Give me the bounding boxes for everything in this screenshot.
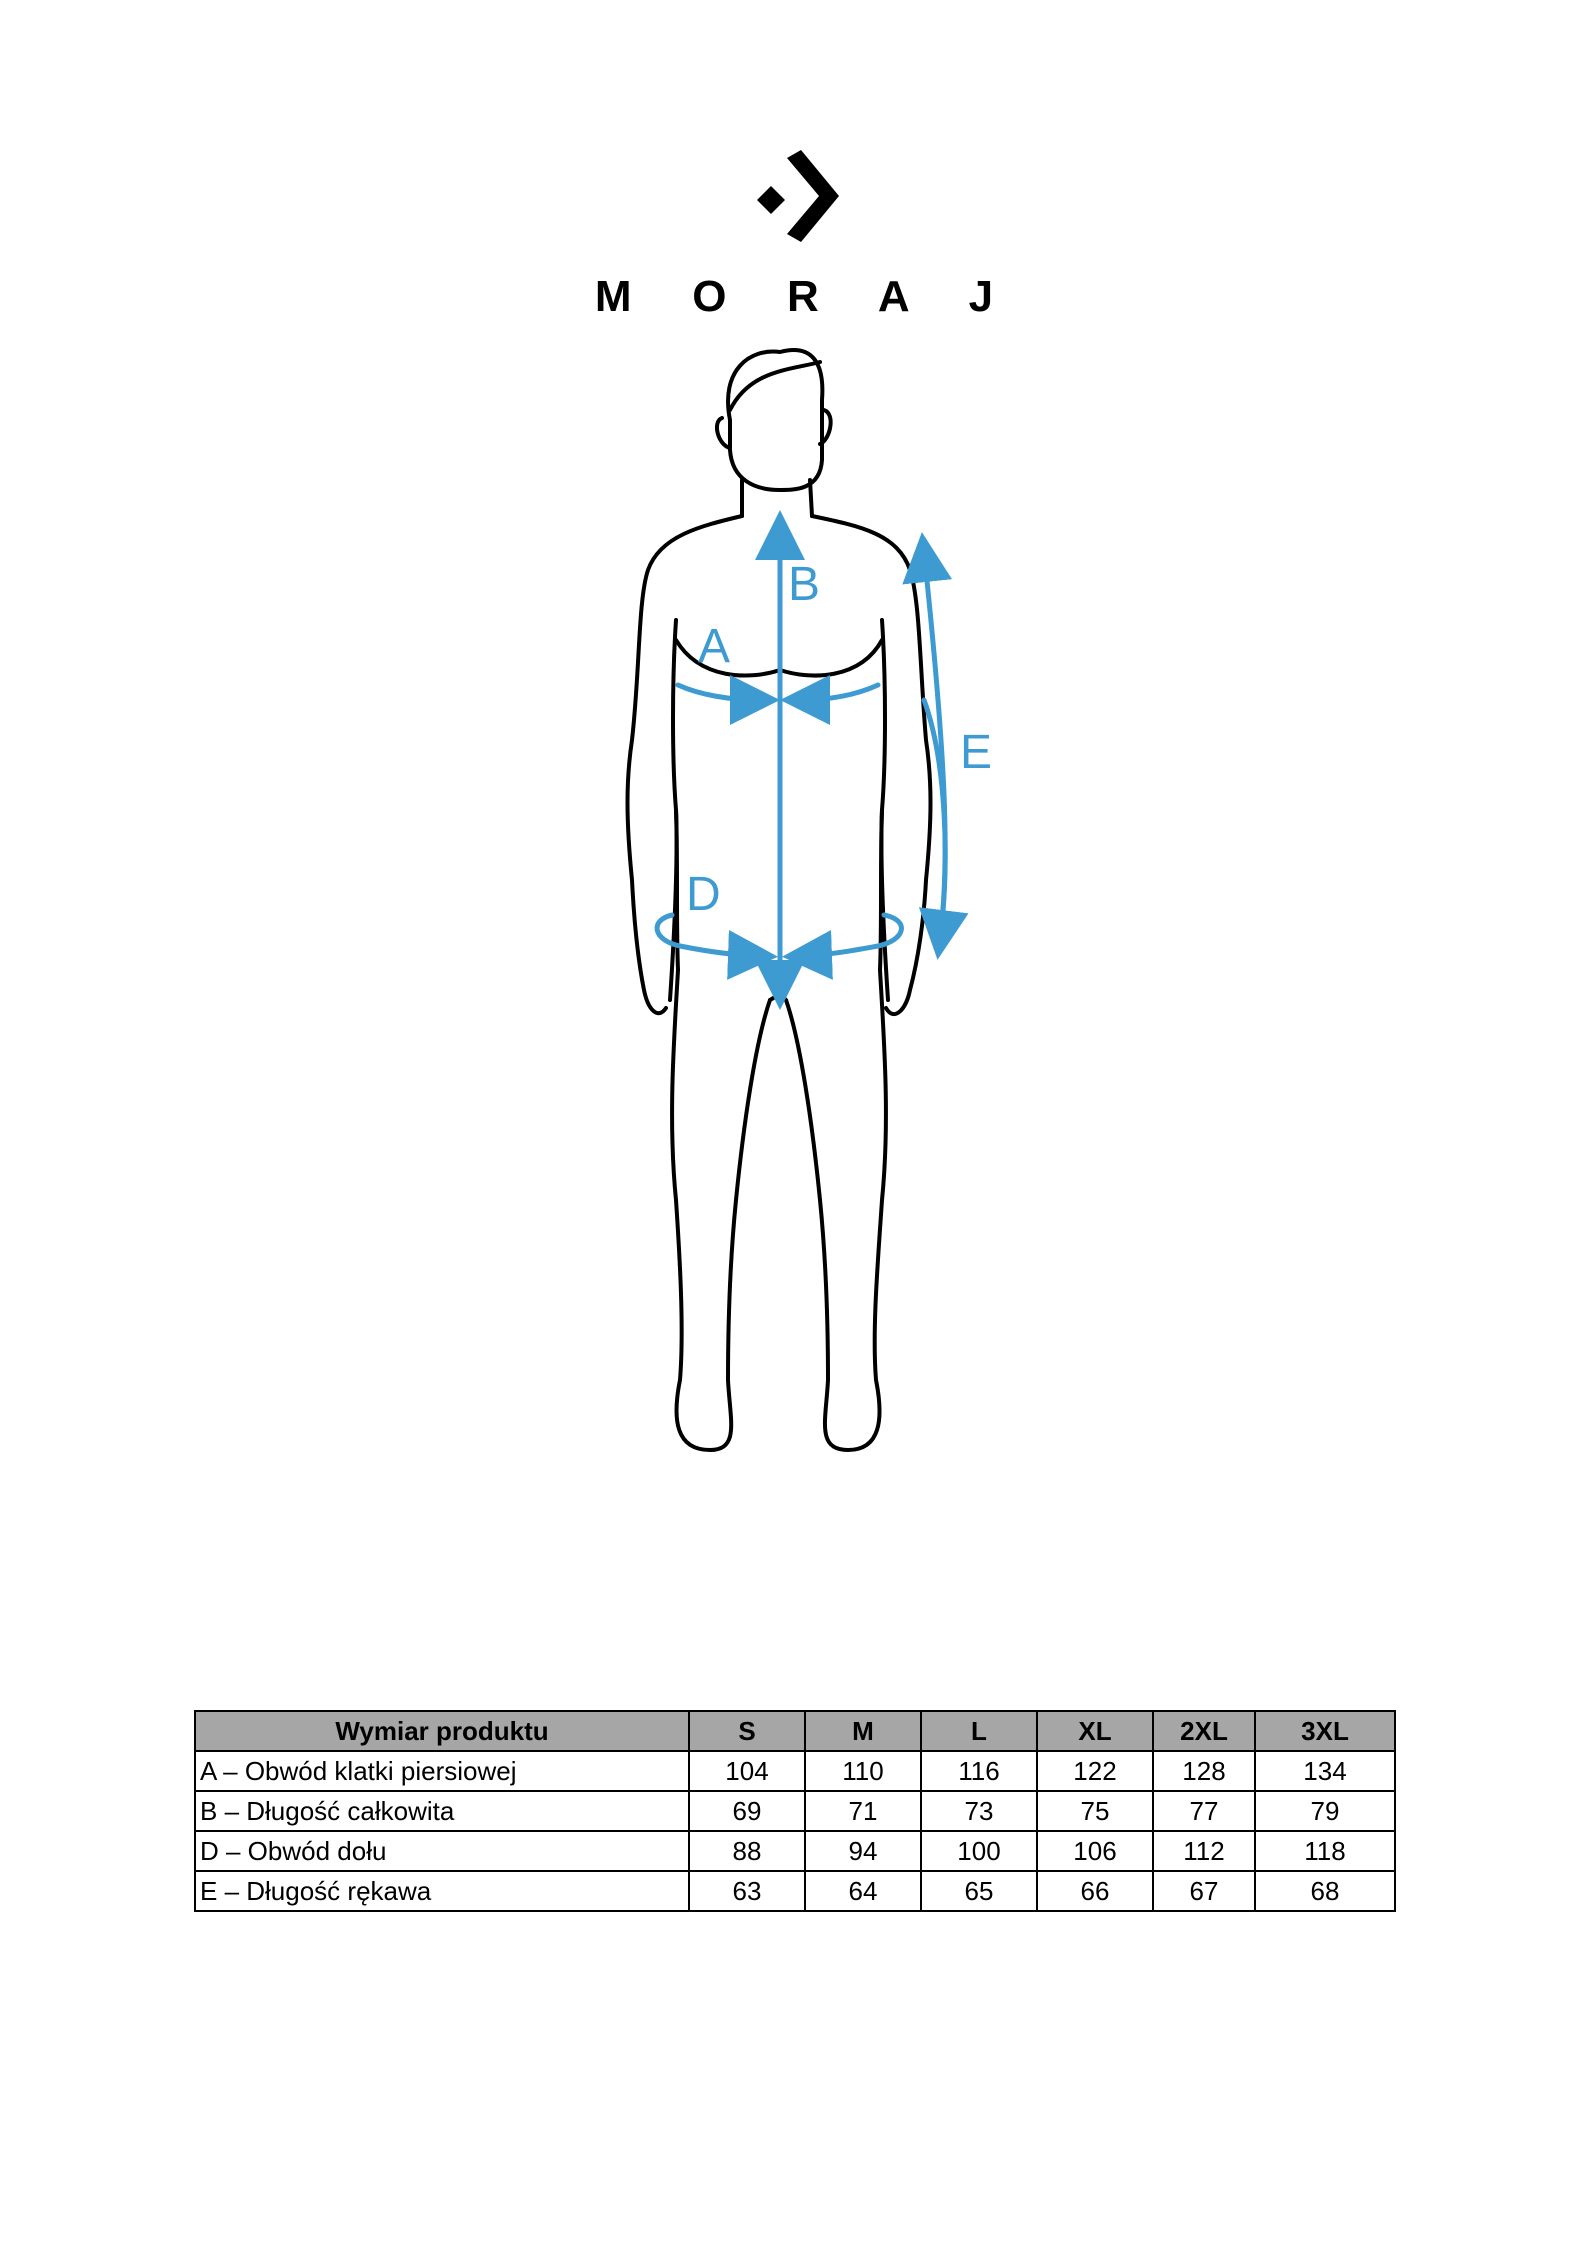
table-cell: 128	[1153, 1751, 1255, 1791]
row-label: D – Obwód dołu	[195, 1831, 689, 1871]
column-header: S	[689, 1711, 805, 1751]
column-header: Wymiar produktu	[195, 1711, 689, 1751]
table-cell: 71	[805, 1791, 921, 1831]
table-cell: 106	[1037, 1831, 1153, 1871]
body-figure	[580, 340, 1020, 1530]
table-row	[195, 1791, 1395, 1831]
table-cell: 64	[805, 1871, 921, 1911]
table-cell: 66	[1037, 1871, 1153, 1911]
table-cell: 118	[1255, 1831, 1395, 1871]
column-header: M	[805, 1711, 921, 1751]
table-cell: 75	[1037, 1791, 1153, 1831]
column-header: L	[921, 1711, 1037, 1751]
table-cell: 68	[1255, 1871, 1395, 1911]
table-cell: 100	[921, 1831, 1037, 1871]
table-cell: 134	[1255, 1751, 1395, 1791]
table-cell: 116	[921, 1751, 1037, 1791]
label-a: A	[698, 620, 731, 673]
male-body-outline-icon	[580, 340, 1020, 1530]
table-cell: 110	[805, 1751, 921, 1791]
column-header: 2XL	[1153, 1711, 1255, 1751]
label-b: B	[788, 558, 821, 611]
table-cell: 77	[1153, 1791, 1255, 1831]
brand-logo	[0, 150, 1588, 250]
label-d: D	[686, 868, 721, 921]
table-cell: 65	[921, 1871, 1037, 1911]
table-cell: 104	[689, 1751, 805, 1791]
moraj-chevron-logo-icon	[749, 150, 839, 250]
table-row	[195, 1831, 1395, 1871]
table-cell: 67	[1153, 1871, 1255, 1911]
table-cell: 63	[689, 1871, 805, 1911]
label-e: E	[960, 726, 993, 779]
row-label: E – Długość rękawa	[195, 1871, 689, 1911]
table-cell: 69	[689, 1791, 805, 1831]
row-label: A – Obwód klatki piersiowej	[195, 1751, 689, 1791]
table-cell: 94	[805, 1831, 921, 1871]
table-row	[195, 1751, 1395, 1791]
brand-name: M O R A J	[594, 272, 1018, 321]
table-row	[195, 1871, 1395, 1911]
column-header: XL	[1037, 1711, 1153, 1751]
table-cell: 88	[689, 1831, 805, 1871]
table-header-row	[195, 1711, 1395, 1751]
column-header: 3XL	[1255, 1711, 1395, 1751]
row-label: B – Długość całkowita	[195, 1791, 689, 1831]
table-cell: 122	[1037, 1751, 1153, 1791]
table-cell: 73	[921, 1791, 1037, 1831]
size-table	[194, 1710, 1396, 1912]
table-cell: 79	[1255, 1791, 1395, 1831]
table-cell: 112	[1153, 1831, 1255, 1871]
